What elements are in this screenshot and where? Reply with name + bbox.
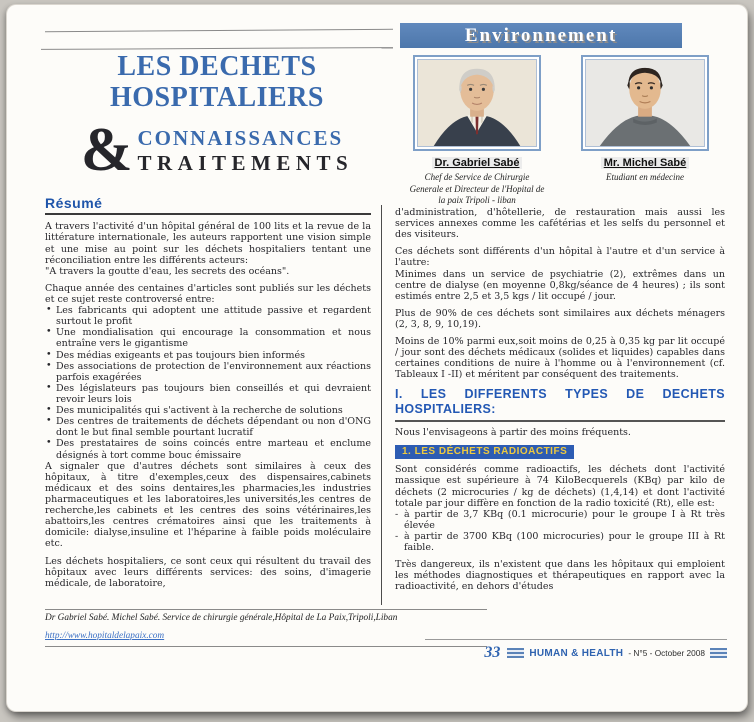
column-divider [381,205,382,605]
bullet-item: • Des centres de traitements de déchets dépendant ou non d'ONG dont le but final semble pourtant lucratif [45,416,371,438]
right-paragraph-4: Moins de 10% parmi eux,soit moins de 0,25 à 0,35 kg par lit occupé / jour sont des déchets médicaux (solides et liquides) capables dans certaines conditions de nuire à l'homme ou à l'environnement (cf. Tableaux I -II) et méritent par conséquent des traitements. [395,336,725,381]
right-paragraph-2a: Ces déchets sont différents d'un hôpital à l'autre et d'un service à l'autre: [395,246,725,269]
section-banner [400,23,682,48]
section-1-heading: I. LES DIFFERENTS TYPES DE DECHETS HOSPITALIERS: [395,387,725,422]
article-title-block [43,51,391,185]
section-1-intro: Nous l'envisageons à partir des moins fréquents. [395,426,631,438]
page-footer [425,639,727,662]
subsection-1-label: 1. LES DÉCHETS RADIOACTIFS [395,445,574,460]
bullet-item: • Des municipalités qui s'activent à la recherche de solutions [45,405,371,416]
bullet-item: • Des législateurs pas toujours bien conseillés et qui devraient revoir leurs lois [45,383,371,405]
portrait-photo-gabriel [413,55,541,151]
bullet-item: • Des médias exigeants et pas toujours bien informés [45,350,371,361]
portrait-photo [585,59,705,147]
bullet-item: • Des associations de protection de l'environnement aux réactions parfois exagérées [45,361,371,383]
author-figure-gabriel [409,55,545,207]
bullet-item: • Les fabricants qui adoptent une attitude passive et regardent surtout le profit [45,305,371,327]
bullet-item: • Une mondialisation qui encourage la consommation et nous entraîne vers le gigantisme [45,327,371,349]
person-name-michel: Mr. Michel Sabé [601,157,690,169]
resume-paragraph-1: A travers l'activité d'un hôpital général de 100 lits et la revue de la littérature internationale, les auteurs rapportent une vision simple et une mise au point sur les déchets hospitaliers tentant une réconciliation entre les différents acteurs: [45,221,371,266]
author-figure-michel [577,55,713,207]
article-footnote [45,609,487,647]
radioactivity-dash-list [395,509,725,553]
article-title-line2: HOSPITALIERS [110,82,324,114]
stripes-icon [710,648,727,658]
page-number: 33 [484,644,501,661]
left-paragraph-3: A signaler que d'autres déchets sont similaires à ceux des hôpitaux, à titre d'exemples,ceux des dispensaires,cabinets médicaux et des soins dentaires,les pharmacies,les industries pharmaceutiques et les laboratoires,les universités,les centres de recherche,les cabinets et les centres des soins vétérinaires,les abattoirs,les centres crématoires ainsi que les traitements à domicile: dialyse,insuline et l'héparine à faible poids moléculaire etc. [45,460,371,550]
person-name-gabriel: Dr. Gabriel Sabé [432,157,523,169]
right-paragraph-2b: Minimes dans un service de psychiatrie (2), extrêmes dans un centre de dialyse (en moyenne 0,8kg/séance de 4 heures) ; ils sont estimés entre 2,5 et 3,5 kgs / lit occupé / jour. [395,268,725,302]
person-role-gabriel: Chef de Service de Chirurgie Generale et Directeur de l'Hopital de la paix Tripoli - liban [409,172,545,206]
dash-item: - à partir de 3700 KBq (100 microcuries) pour le groupe III à Rt faible. [395,531,725,553]
scan-artifact-line [41,47,393,50]
left-paragraph-2: Chaque année des centaines d'articles sont publiés sur les déchets et ce sujet reste controversé entre: [45,282,371,306]
actors-bullet-list [45,305,371,461]
person-role-michel: Etudiant en médecine [606,172,684,182]
hospital-website-link[interactable]: http://www.hopitaldelapaix.com [45,631,165,641]
stripes-icon [507,648,524,658]
right-paragraph-3: Plus de 90% de ces déchets sont similaires aux déchets ménagers (2, 3, 8, 9, 10,19). [395,307,725,330]
resume-heading: Résumé [45,195,371,215]
bullet-item: • Des prestataires de soins coincés entre marteau et enclume désignés à tort comme bouc émissaire [45,438,371,460]
article-title-line1: LES DECHETS [117,51,317,82]
right-column [395,207,725,609]
article-subtitle-line2: TRAITEMENTS [137,150,354,175]
resume-quote: "A travers la goutte d'eau, les secrets des océans". [45,265,290,277]
magazine-name: HUMAN & HEALTH [529,647,624,659]
right-paragraph-5: Sont considérés comme radioactifs, les déchets dont l'activité massique est supérieure à 74 KiloBecquerels (KBq) par kilo de déchets (2 microcuries / kg de déchets) (1,4,14) et dont l'activité totale par jour diffère en fonction de la radio toxicité (Rt), elle est: [395,464,725,509]
author-photos [391,55,731,207]
dash-item: - à partir de 3,7 KBq (0.1 microcurie) pour le groupe I à Rt très élevée [395,509,725,531]
magazine-page [7,5,747,711]
issue-info: - N°5 - October 2008 [628,648,705,658]
left-paragraph-4: Les déchets hospitaliers, ce sont ceux qui résultent du travail des hôpitaux avec leurs différents services: des soins, d'imagerie médicale, de laboratoire, [45,555,371,589]
section-banner-label: Environnement [464,24,618,46]
left-column [45,195,371,609]
right-paragraph-6: Très dangereux, ils n'existent que dans les hôpitaux qui emploient les méthodes diagnostiques et thérapeutiques en rapport avec la radioactivité, en dehors d'études [395,559,725,593]
portrait-photo [417,59,537,147]
authors-credit: Dr Gabriel Sabé. Michel Sabé. Service de chirurgie générale,Hôpital de La Paix,Tripoli,Liban [45,613,398,623]
right-paragraph-1: d'administration, d'hôtellerie, de restauration mais aussi les services annexes comme les cafétérias et les selfs du personnel et des visiteurs. [395,207,725,241]
ampersand-glyph: & [80,116,133,185]
article-subtitle-line1: CONNAISSANCES [137,125,344,150]
scan-artifact-line [45,29,393,32]
portrait-photo-michel [581,55,709,151]
